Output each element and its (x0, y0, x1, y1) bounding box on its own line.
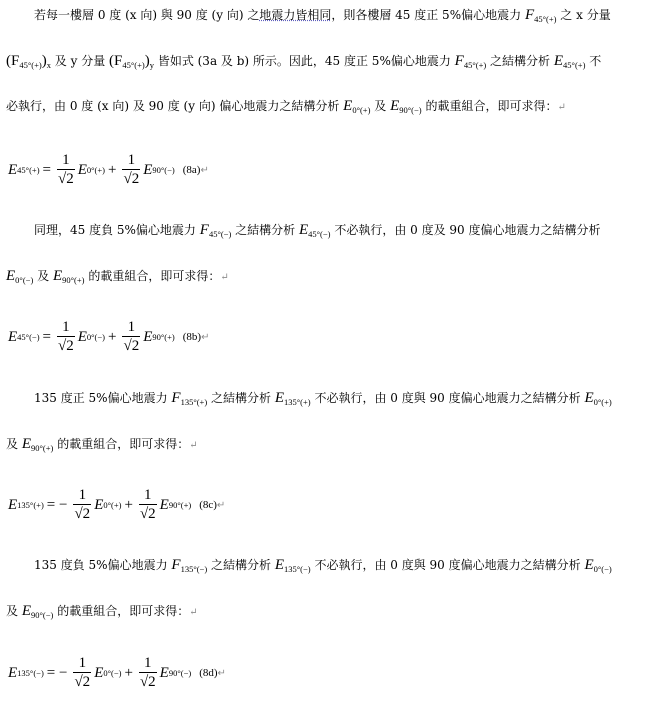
math-sub: 0°(−) (86, 332, 106, 342)
p1-line2 (6, 53, 650, 73)
denominator: √2 (139, 674, 156, 690)
math-var: E (298, 222, 309, 238)
math-var: E (8, 328, 18, 345)
math-sub: 0°(−) (103, 668, 122, 678)
p2-line1 (34, 222, 650, 242)
paragraph-mark-icon: ↵ (557, 102, 566, 113)
math-sub: 135°(+) (180, 397, 208, 407)
paragraph-mark-icon: ↵ (189, 607, 198, 618)
text: 不必執行，由 0 度及 90 度偏心地震力之結構分析 (334, 223, 601, 237)
math-paren: ) (41, 53, 47, 69)
text: 之 x 分量 (560, 8, 611, 22)
math-var: E (143, 328, 153, 345)
math-sub: 90°(−) (31, 610, 54, 620)
text: 同理，45 度負 5%偏心地震力 (34, 223, 196, 237)
text: 若每一樓層 0 度 (x 向) 與 90 度 (y 向) 之 (34, 8, 260, 22)
denominator: √2 (58, 171, 74, 187)
math-var: E (8, 664, 18, 681)
math-sub: 135°(+) (284, 397, 311, 407)
text: 及 y 分量 (54, 54, 106, 68)
math-var: F (171, 390, 181, 406)
math-var: E (94, 496, 104, 513)
numerator: 1 (78, 487, 87, 503)
math-sub: 135°(−) (180, 564, 208, 574)
math-var: F (454, 53, 464, 69)
numerator: 1 (144, 487, 152, 503)
math-var: E (274, 557, 285, 573)
equation-8d (8, 649, 226, 697)
math-sub: 45°(−) (17, 332, 40, 342)
math-sub: 45°(+) (19, 60, 42, 70)
numerator: 1 (127, 152, 136, 168)
math-var: (F (109, 53, 123, 69)
paragraph-mark-icon: ↵ (189, 440, 198, 451)
text: 及 (374, 99, 387, 113)
math-var: E (8, 161, 18, 178)
math-var: F (524, 7, 535, 23)
paragraph-mark-icon: ↵ (220, 272, 229, 283)
math-sub: y (149, 60, 154, 70)
equation-8c (8, 481, 225, 529)
equation-label: (8b) (182, 331, 202, 343)
math-sub: 0°(+) (86, 165, 106, 175)
math-var: F (199, 222, 209, 238)
numerator: 1 (62, 319, 70, 335)
text: 不 (589, 54, 602, 68)
equation-label: (8c) (199, 499, 217, 511)
math-sub: 135°(−) (17, 668, 44, 678)
math-var: E (584, 390, 594, 406)
math-sub: 0°(−) (15, 275, 34, 285)
math-sub: 0°(−) (593, 564, 612, 574)
math-var: (F (6, 53, 20, 69)
math-var: E (21, 603, 32, 619)
paragraph-mark-icon: ↵ (200, 164, 209, 176)
math-sub: 90°(−) (152, 165, 175, 175)
math-sub: x (46, 60, 51, 70)
text: 135 度正 5%偏心地震力 (34, 391, 168, 405)
equation-label: (8a) (182, 164, 201, 176)
math-var: E (21, 436, 32, 452)
math-paren: ) (144, 53, 150, 69)
p3-line2 (6, 436, 650, 456)
denominator: √2 (123, 338, 140, 354)
math-sub: 90°(+) (62, 275, 85, 285)
text: 及 (37, 269, 50, 283)
math-var: E (584, 557, 594, 573)
math-sub: 45°(+) (534, 14, 557, 24)
equals-sign: = (42, 161, 51, 178)
numerator: 1 (144, 655, 152, 671)
fraction (73, 487, 91, 523)
math-var: E (8, 496, 18, 513)
math-sub: 90°(+) (31, 443, 54, 453)
math-sub: 90°(+) (168, 500, 192, 510)
equals-sign: = (42, 328, 51, 345)
paragraph-mark-icon: ↵ (201, 331, 210, 343)
fraction (139, 655, 157, 691)
math-sub: 0°(+) (352, 105, 371, 115)
fraction (57, 152, 75, 188)
math-sub: 90°(+) (152, 332, 175, 342)
p2-line2 (6, 268, 650, 288)
math-var: E (274, 390, 285, 406)
math-sub: 45°(+) (122, 60, 145, 70)
plus-sign: + (108, 161, 117, 178)
math-var: E (159, 664, 169, 681)
math-sub: 90°(−) (168, 668, 192, 678)
math-sub: 45°(+) (17, 165, 40, 175)
paragraph-mark-icon: ↵ (217, 667, 226, 679)
fraction (57, 319, 75, 355)
math-sub: 45°(−) (308, 229, 331, 239)
text: 135 度負 5%偏心地震力 (34, 558, 168, 572)
math-var: E (94, 664, 104, 681)
math-var: E (52, 268, 63, 284)
p4-line2 (6, 603, 650, 623)
math-var: E (6, 268, 16, 284)
text: 及 (6, 604, 19, 618)
fraction (73, 655, 91, 691)
equals-sign: = − (46, 664, 68, 681)
denominator: √2 (58, 338, 74, 354)
math-var: F (171, 557, 181, 573)
fraction (122, 152, 140, 188)
text: 必執行，由 0 度 (x 向) 及 90 度 (y 向) 偏心地震力之結構分析 (6, 99, 340, 113)
math-sub: 0°(+) (103, 500, 122, 510)
plus-sign: + (124, 664, 133, 681)
text: 之結構分析 (211, 391, 272, 405)
text: 的載重組合，即可求得： (57, 604, 190, 618)
p4-line1 (34, 557, 650, 577)
equals-sign: = − (46, 496, 68, 513)
plus-sign: + (124, 496, 133, 513)
numerator: 1 (62, 152, 70, 168)
p3-line1 (34, 390, 650, 410)
text: 及 (6, 437, 19, 451)
text: ，則各樓層 45 度正 5%偏心地震力 (331, 8, 522, 22)
text: 之結構分析 (211, 558, 272, 572)
p1-line1 (34, 7, 650, 27)
math-var: E (343, 98, 353, 114)
numerator: 1 (78, 655, 87, 671)
denominator: √2 (74, 674, 91, 690)
math-var: E (143, 161, 153, 178)
math-sub: 0°(+) (593, 397, 612, 407)
p1-line3 (6, 98, 650, 118)
math-sub: 135°(+) (17, 500, 44, 510)
text: 之結構分析 (490, 54, 551, 68)
math-var: E (77, 328, 87, 345)
plus-sign: + (108, 328, 117, 345)
equation-8a (8, 146, 209, 194)
denominator: √2 (139, 506, 156, 522)
text: 的載重組合，即可求得： (425, 99, 558, 113)
text: 不必執行，由 0 度與 90 度偏心地震力之結構分析 (314, 391, 581, 405)
math-sub: 135°(−) (284, 564, 311, 574)
numerator: 1 (127, 319, 136, 335)
math-var: E (77, 161, 87, 178)
denominator: √2 (74, 506, 91, 522)
math-sub: 90°(−) (399, 105, 422, 115)
text: 的載重組合，即可求得： (88, 269, 221, 283)
text: 的載重組合，即可求得： (57, 437, 190, 451)
math-sub: 45°(+) (563, 60, 586, 70)
denominator: √2 (123, 171, 140, 187)
equation-8b (8, 313, 209, 361)
text: 之結構分析 (235, 223, 296, 237)
fraction (122, 319, 140, 355)
equation-label: (8d) (199, 667, 218, 679)
math-var: E (390, 98, 400, 114)
fraction (139, 487, 157, 523)
math-sub: 45°(−) (208, 229, 232, 239)
dotted-text: 地震力皆相同 (259, 8, 332, 22)
paragraph-mark-icon: ↵ (216, 499, 226, 511)
math-sub: 45°(+) (463, 60, 487, 70)
math-var: E (159, 496, 169, 513)
text: 皆如式 (3a 及 b) 所示。因此，45 度正 5%偏心地震力 (157, 54, 451, 68)
math-var: E (553, 53, 564, 69)
text: 不必執行，由 0 度與 90 度偏心地震力之結構分析 (314, 558, 581, 572)
